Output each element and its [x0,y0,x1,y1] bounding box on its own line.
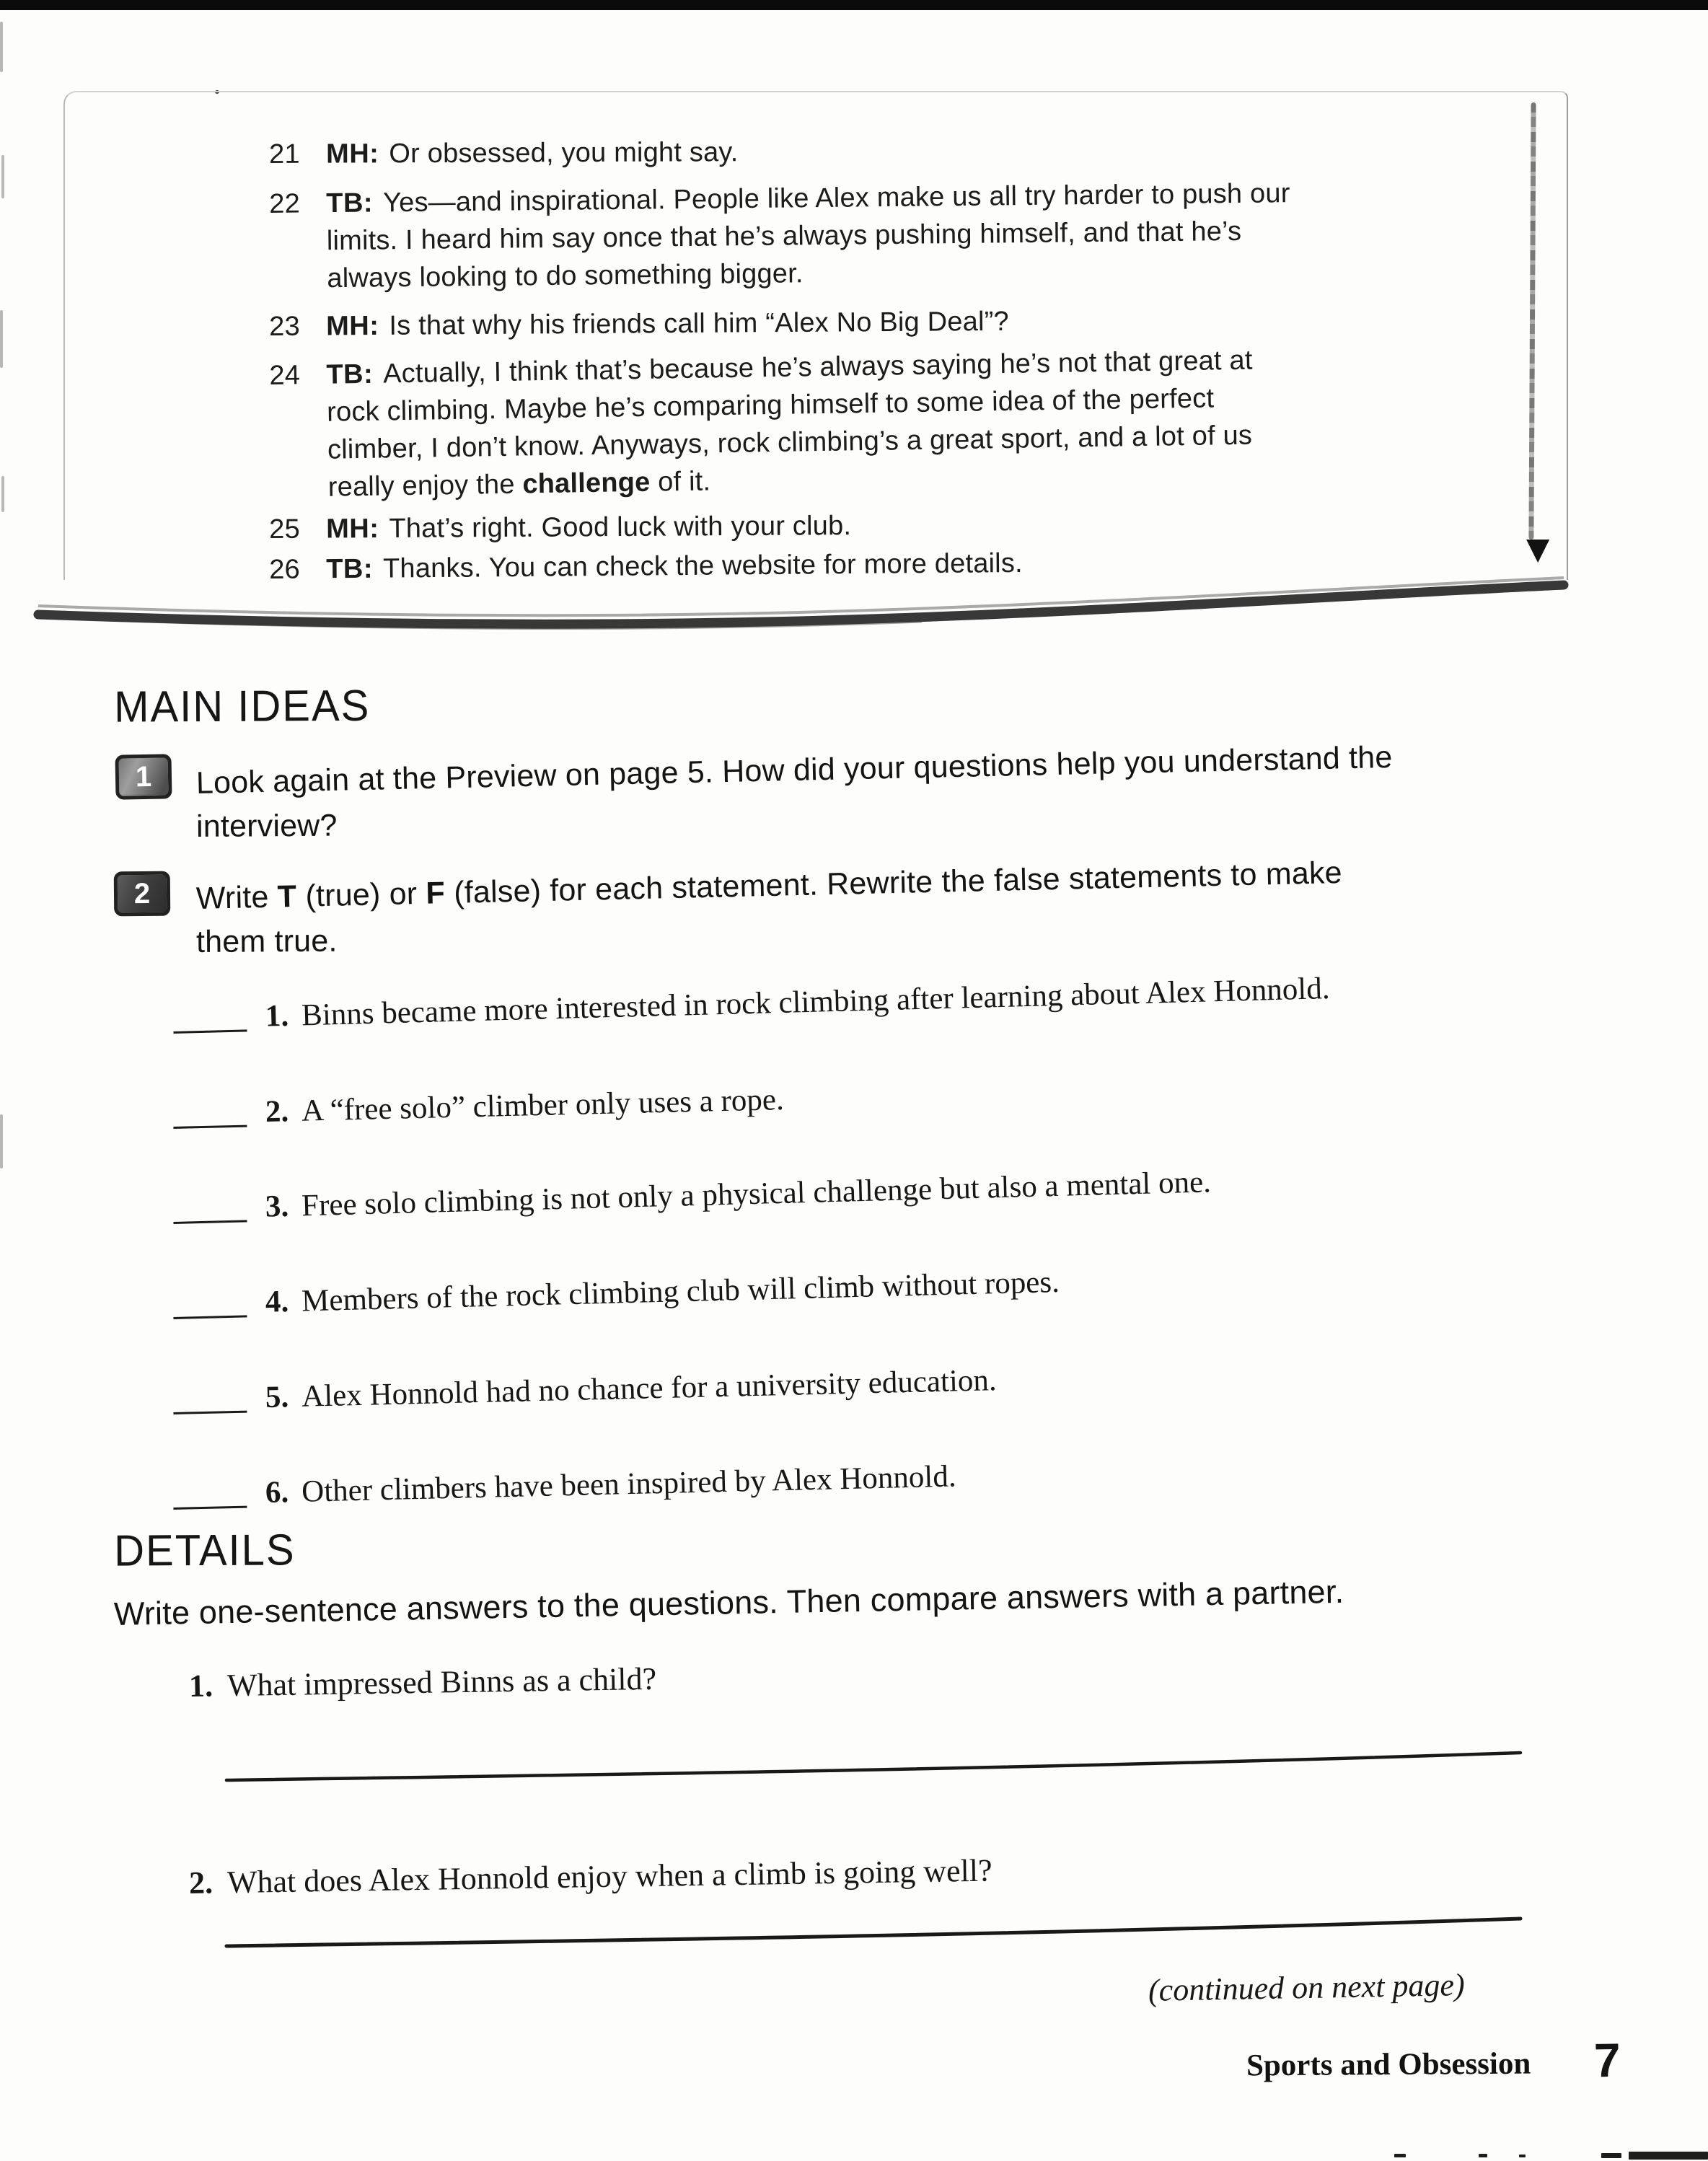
scan-bottom-corner-bar [1629,2152,1708,2160]
speech-text: Thanks. You can check the website for more details. [382,547,1023,584]
transcript-line-22 [269,175,1291,298]
true-false-item-5 [172,1363,997,1417]
answer-blank [173,1500,247,1510]
transcript-line-25 [269,507,851,548]
scan-smudge-line [20,568,1578,638]
exercise-2-instruction-line-1: Write T (true) or F (false) for each statement. Rewrite the false statements to make [195,855,1343,916]
exercise-1-instruction-line-1: Look again at the Preview on page 5. How did your questions help you understand the [195,739,1393,801]
speaker-label: TB: [326,188,374,219]
statement-number: 1. [265,998,289,1034]
statement-text: Binns became more interested in rock climbing after learning about Alex Honnold. [301,972,1331,1033]
speech-text: That’s right. Good luck with your club. [389,511,852,544]
exercise-number: 2 [133,877,151,910]
scan-edge-mark [0,22,3,72]
statement-number: 4. [265,1284,289,1319]
scan-bottom-dash [1601,2153,1621,2158]
speaker-label: MH: [326,138,379,170]
speaker-label: MH: [326,514,379,545]
answer-blank [173,1214,247,1224]
footer-section-title: Sports and Obsession [1246,2046,1531,2083]
page-number: 7 [1593,2033,1621,2087]
statement-text: Other climbers have been inspired by Alex Honnold. [301,1459,957,1509]
transcript-line-24 [269,342,1254,507]
exercise-1-badge [115,754,172,799]
speech-text: always looking to do something bigger. [327,258,804,294]
question-number: 1. [188,1668,214,1704]
true-false-item-1 [172,971,1330,1037]
question-text: What does Alex Honnold enjoy when a climb is going well? [226,1852,992,1901]
scan-bottom-dash [1479,2154,1487,2157]
transcript-text-block [326,342,1254,506]
statement-number: 3. [265,1189,289,1224]
exercise-2-badge [114,871,171,917]
details-heading: DETAILS [114,1525,296,1576]
details-question-2 [189,1852,992,1901]
line-number: 22 [269,188,301,219]
answer-blank [173,1405,247,1414]
statement-number: 2. [265,1094,289,1129]
statement-text: A “free solo” climber only uses a rope. [301,1083,785,1128]
continued-note: (continued on next page) [1148,1967,1466,2008]
speech-text: climber, I don’t know. Anyways, rock climbing’s a great sport, and a lot of us [327,420,1253,465]
statement-number: 5. [265,1380,289,1414]
transcript-text [326,133,739,172]
statement-number: 6. [265,1475,289,1510]
speaker-label: TB: [326,553,374,585]
transcript-text-block [326,303,1009,346]
question-text: What impressed Binns as a child? [226,1660,657,1704]
line-number: 23 [269,311,300,342]
statement-text: Free solo climbing is not only a physical challenge but also a mental one. [301,1165,1212,1223]
scan-edge-mark [0,310,3,368]
speech-text: Actually, I think that’s because he’s always saying he’s not that great at [382,345,1253,389]
scan-edge-top-bar [0,0,1708,10]
main-ideas-heading: MAIN IDEAS [114,681,371,732]
scan-edge-mark [0,1114,3,1168]
speech-text: Yes—and inspirational. People like Alex make us all try harder to push our [382,178,1290,219]
answer-line-1 [222,1746,1528,1786]
line-number: 21 [269,138,300,170]
details-question-1 [189,1660,657,1704]
scan-edge-mark [1,476,4,512]
exercise-2-instruction-line-2: them true. [195,923,338,959]
true-false-item-2 [172,1082,784,1132]
true-false-item-3 [172,1164,1211,1227]
speech-text: really enjoy the challenge of it. [327,466,711,503]
statement-text: Alex Honnold had no chance for a university education. [301,1363,998,1414]
transcript-text-block [326,133,739,172]
line-number: 24 [269,360,301,391]
transcript-text [326,303,1009,346]
exercise-1-instruction-line-2: interview? [195,808,338,844]
transcript-line-23 [269,303,1009,346]
statement-text: Members of the rock climbing club will climb without ropes. [301,1264,1060,1319]
transcript-line-21 [269,133,739,173]
answer-blank [173,1024,247,1034]
transcript-text-block [326,175,1291,297]
exercise-number: 1 [135,760,152,793]
speaker-label: TB: [326,358,374,390]
speech-text: Or obsessed, you might say. [389,137,739,170]
scan-bottom-dash [1394,2154,1406,2157]
line-number: 26 [269,554,301,585]
transcript-text-block [326,507,851,547]
line-number: 25 [269,514,300,545]
scan-edge-mark [1,155,4,198]
transcript-text [326,507,851,547]
speech-text: limits. I heard him say once that he’s always pushing himself, and that he’s [326,216,1242,257]
true-false-item-6 [172,1458,956,1513]
details-instruction: Write one-sentence answers to the questions. Then compare answers with a partner. [113,1572,1344,1632]
scroll-down-arrow-icon: ▼ [1526,531,1550,566]
answer-blank [173,1119,247,1129]
speech-text: rock climbing. Maybe he’s comparing himself to some idea of the perfect [326,383,1215,428]
answer-line-2 [222,1910,1528,1950]
answer-blank [173,1309,247,1319]
speaker-label: MH: [326,310,379,342]
true-false-item-4 [172,1264,1060,1322]
question-number: 2. [188,1865,214,1901]
scan-bottom-dash [1519,2155,1526,2157]
speech-text: Is that why his friends call him “Alex No Big Deal”? [389,306,1009,341]
